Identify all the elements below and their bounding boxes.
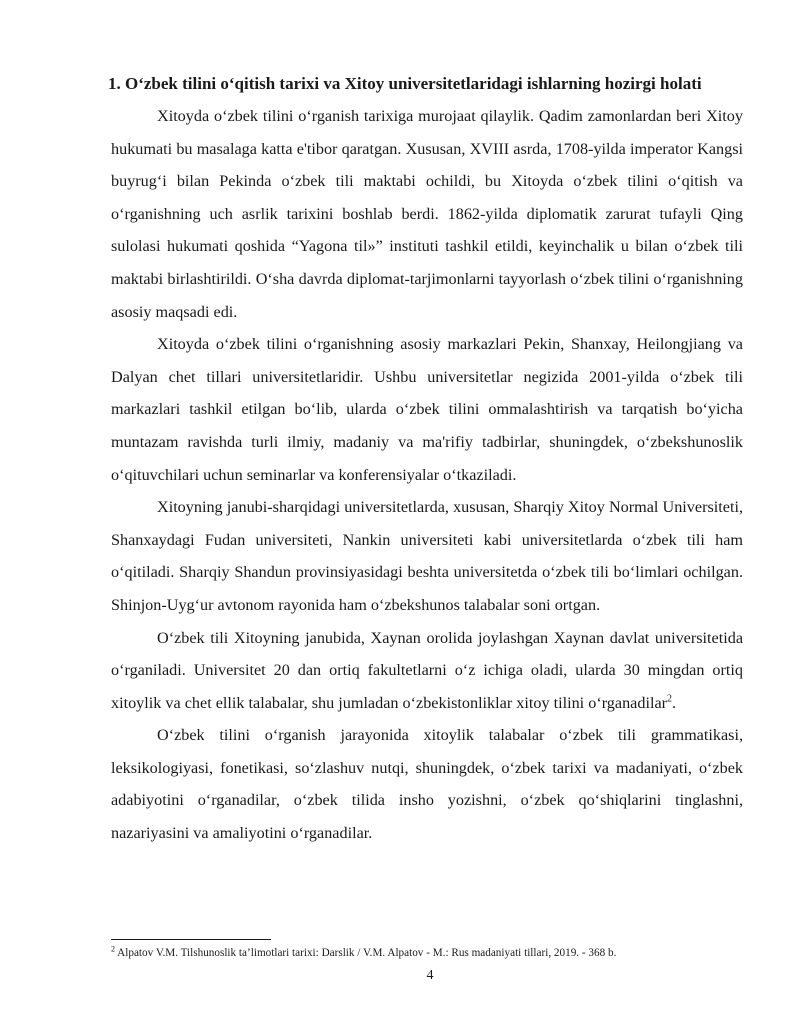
page-number: 4 bbox=[426, 968, 434, 983]
footnote-mark: 2 bbox=[111, 944, 115, 954]
paragraph-2: Xitoyda o‘zbek tilini o‘rganishning asosiy markazlari Pekin, Shanxay, Heilongjiang va Dalyan chet tillari universitetlaridir. Ushbu universitetlar negizida 2001-yilda o‘zbek tili markazlari tashkil etilgan bo‘lib, ularda o‘zbek tilini ommalashtirish va tarqatish bo‘yicha muntazam ravishda turli ilmiy, madaniy va ma'rifiy tadbirlar, shuningdek, o‘zbekshunoslik o‘qituvchilari uchun seminarlar va konferensiyalar o‘tkaziladi. bbox=[111, 335, 743, 484]
footnote-text: Alpatov V.M. Tilshunoslik ta’limotlari tarixi: Darslik / V.M. Alpatov - M.: Rus madaniyati tillari, 2019. - 368 b. bbox=[115, 947, 617, 959]
footnote bbox=[111, 945, 751, 961]
paragraph-4-text: O‘zbek tili Xitoyning janubida, Xaynan orolida joylashgan Xaynan davlat universitetida o‘rganiladi. Universitet 20 dan ortiq fakultetlarni o‘z ichiga oladi, ularda 30 mingdan ortiq xitoylik va chet ellik talabalar, shu jumladan o‘zbekistonliklar xitoy tilini o‘rganadilar bbox=[111, 628, 743, 712]
footnote-divider bbox=[111, 939, 271, 940]
footnote-reference[interactable]: 2 bbox=[667, 693, 673, 705]
paragraph-4 bbox=[111, 622, 743, 720]
section-heading: 1. O‘zbek tilini o‘qitish tarixi va Xitoy universitetlaridagi ishlarning hozirgi holati bbox=[108, 74, 702, 93]
paragraph-4-end: . bbox=[672, 693, 677, 712]
paragraph-3: Xitoyning janubi-sharqidagi universitetlarda, xususan, Sharqiy Xitoy Normal Universiteti, Shanxaydagi Fudan universiteti, Nankin universiteti kabi universitetlarda o‘zbek tili ham o‘qitiladi. Sharqiy Shandun provinsiyasidagi beshta universitetda o‘zbek tili bo‘limlari ochilgan. Shinjon-Uyg‘ur avtonom rayonida ham o‘zbekshunos talabalar soni ortgan. bbox=[111, 498, 743, 614]
paragraph-5: O‘zbek tilini o‘rganish jarayonida xitoylik talabalar o‘zbek tili grammatikasi, leksikologiyasi, fonetikasi, so‘zlashuv nutqi, shuningdek, o‘zbek tarixi va madaniyati, o‘zbek adabiyotini o‘rganadilar, o‘zbek tilida insho yozishni, o‘zbek qo‘shiqlarini tinglashni, nazariyasini va amaliyotini o‘rganadilar. bbox=[111, 726, 743, 843]
body-text bbox=[111, 100, 743, 850]
paragraph-1: Xitoyda o‘zbek tilini o‘rganish tarixiga murojaat qilaylik. Qadim zamonlardan beri Xitoy hukumati bu masalaga katta e'tibor qaratgan. Xususan, XVIII asrda, 1708-yilda imperator Kangsi buyrug‘i bilan Pekinda o‘zbek tili maktabi ochildi, bu Xitoyda o‘zbek tilini o‘qitish va o‘rganishning uch asrlik tarixini boshlab berdi. 1862-yilda diplomatik zarurat tufayli Qing sulolasi hukumati qoshida “Yagona til»” instituti tashkil etildi, keyinchalik u bilan o‘zbek tili maktabi birlashtirildi. O‘sha davrda diplomat-tarjimonlarni tayyorlash o‘zbek tilini o‘rganishning asosiy maqsadi edi. bbox=[111, 107, 743, 321]
